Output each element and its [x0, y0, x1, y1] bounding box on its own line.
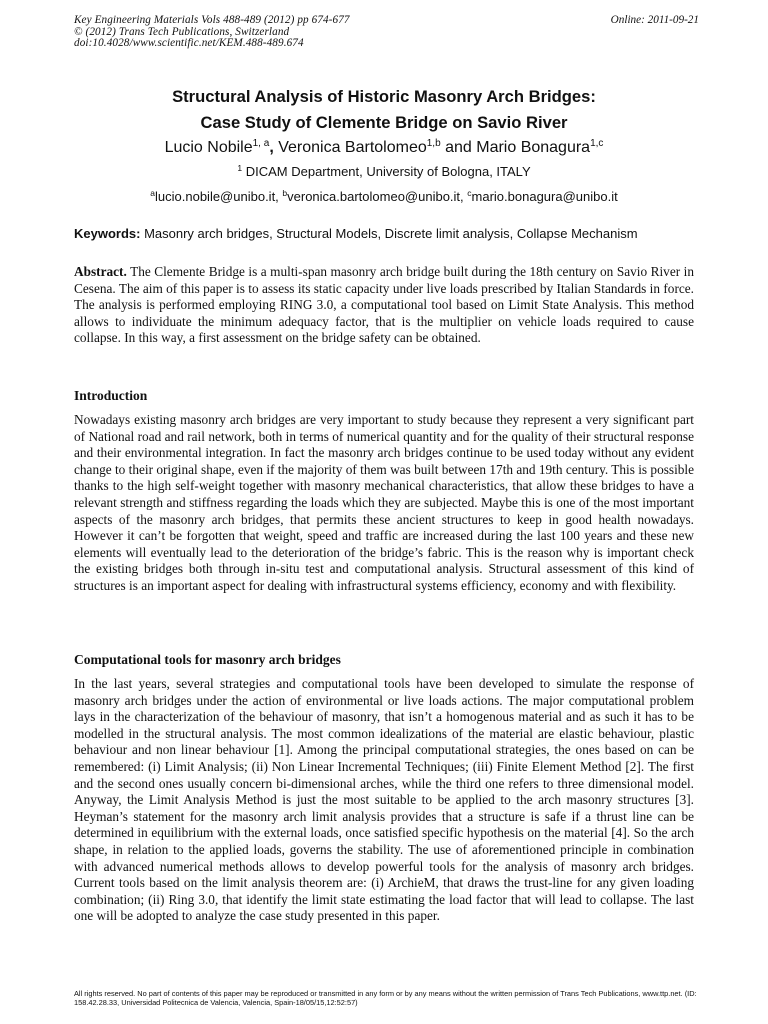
author-separator: , [269, 139, 279, 156]
email-address[interactable]: lucio.nobile@unibo.it, [155, 189, 283, 204]
affiliation [60, 164, 708, 180]
introduction-heading: Introduction [74, 388, 148, 403]
keywords-text: Masonry arch bridges, Structural Models, Discrete limit analysis, Collapse Mechanism [140, 226, 638, 241]
abstract-label: Abstract. [74, 264, 127, 279]
introduction-body: Nowadays existing masonry arch bridges are very important to study because they represent a very significant part of National road and rail network, both in terms of numerical quantity and for the quality of their structural response and their environmental integration. In fact the masonry arch bridges continue to be used today without any evident change to their original shape, even if the majority of them was built between 17th and 19th century. This is possible thanks to the high self-weight together with masonry mechanical characteristics, that allow these bridges to have a relevant strength and stiffness regarding the loads which they are subjected. Maybe this is one of the most important aspects of the masonry arch bridges, that permits these ancient structures to keep in good health nowadays. However it can’t be forgotten that weight, speed and traffic are increased during the last 100 years and these new elements will eventually lead to the deterioration of the bridge’s fabric. This is the reason why is important check the existing bridges both through in-situ test and computational analysis. Structural assessment of this kind of structures is an important aspect for dealing with infrastructural systems efficiency, economy and with flexibility. [74, 412, 695, 593]
keywords [74, 226, 714, 242]
email-mark: a [150, 188, 156, 198]
author-affiliation-mark: 1,b [426, 138, 441, 149]
email-mark: b [282, 188, 288, 198]
journal-citation: Key Engineering Materials Vols 488-489 (2012) pp 674-677 [74, 14, 350, 26]
email-address[interactable]: veronica.bartolomeo@unibo.it, [287, 189, 468, 204]
author-name: Lucio Nobile [164, 139, 253, 156]
computational-tools-heading: Computational tools for masonry arch bridges [74, 652, 341, 667]
paper-title-line-2: Case Study of Clemente Bridge on Savio River [200, 113, 568, 132]
doi-line: doi:10.4028/www.scientific.net/KEM.488-489.674 [74, 37, 304, 49]
email-address[interactable]: mario.bonagura@unibo.it [471, 189, 618, 204]
online-date: Online: 2011-09-21 [610, 14, 699, 26]
author-separator: and [440, 139, 477, 156]
author-list [60, 138, 708, 158]
copyright-line: © (2012) Trans Tech Publications, Switzerland [74, 25, 290, 38]
author-name: Veronica Bartolomeo [278, 139, 427, 156]
affiliation-text: DICAM Department, University of Bologna, ITALY [242, 164, 531, 179]
computational-tools-body: In the last years, several strategies and computational tools have been developed to simulate the response of masonry arch bridges under the action of environmental or live loads actions. The major computational problem lays in the characterization of the behaviour of masonry, that isn’t a homogenous material and as such it has to be modelled in the structural analysis. The most common idealizations of the material are elastic behaviour, plastic behaviour and non linear behaviour [1]. Among the principal computational strategies, the ones based on can be remembered: (i) Limit Analysis; (ii) Non Linear Incremental Techniques; (iii) Finite Element Method [2]. The first and the second ones usually concern bi-dimensional arches, while the third one refers to three dimensional model. Anyway, the Limit Analysis Method is just the most suitable to be applied to the arch masonry structures [3]. Heyman’s statement for the masonry arch limit analysis provides that a structure is safe if a thrust line can be determined in equilibrium with the external loads, once satisfied specific hypothesis on the material [4]. So the arch shape, in relation to the applied loads, governs the stability. The use of aforementioned principle in combination with advanced numerical methods allows to develop powerful tools for the analysis of masonry arch bridges. Current tools based on the limit analysis theorem are: (i) ArchieM, that draws the trust-line for any given loading combination; (ii) Ring 3.0, that identify the limit state estimating the load factor that will lead to collapse. The last one will be adopted to analyze the case study presented in this paper. [74, 676, 694, 924]
keywords-label: Keywords: [74, 226, 141, 241]
rights-footer: All rights reserved. No part of contents of this paper may be reproduced or transmitted in any form or by any means without the written permission of Trans Tech Publications, www.ttp.net. (ID: 158.42.28.33, Universidad Politecnica de Valencia, Valencia, Spain-18/05/15,12:52:57) [74, 989, 697, 1007]
author-emails [60, 189, 708, 205]
paper-title-line-1: Structural Analysis of Historic Masonry Arch Bridges: [172, 87, 596, 106]
journal-header [74, 15, 494, 50]
author-name: Mario Bonagura [476, 139, 591, 156]
affiliation-mark: 1 [237, 163, 243, 173]
author-affiliation-mark: 1, a [252, 138, 270, 149]
abstract-text: The Clemente Bridge is a multi-span masonry arch bridge built during the 18th century on Savio River in Cesena. The aim of this paper is to assess its static capacity under live loads prescribed by Italian Standards in force. The analysis is performed employing RING 3.0, a computational tool based on Limit State Analysis. This method allows to individuate the minimum adequacy factor, that is the multiplier on vehicle loads required to cause collapse. In this way, a first assessment on the bridge safety can be obtained. [74, 264, 694, 346]
abstract [74, 264, 694, 347]
author-affiliation-mark: 1,c [590, 138, 604, 149]
email-mark: c [467, 188, 472, 198]
